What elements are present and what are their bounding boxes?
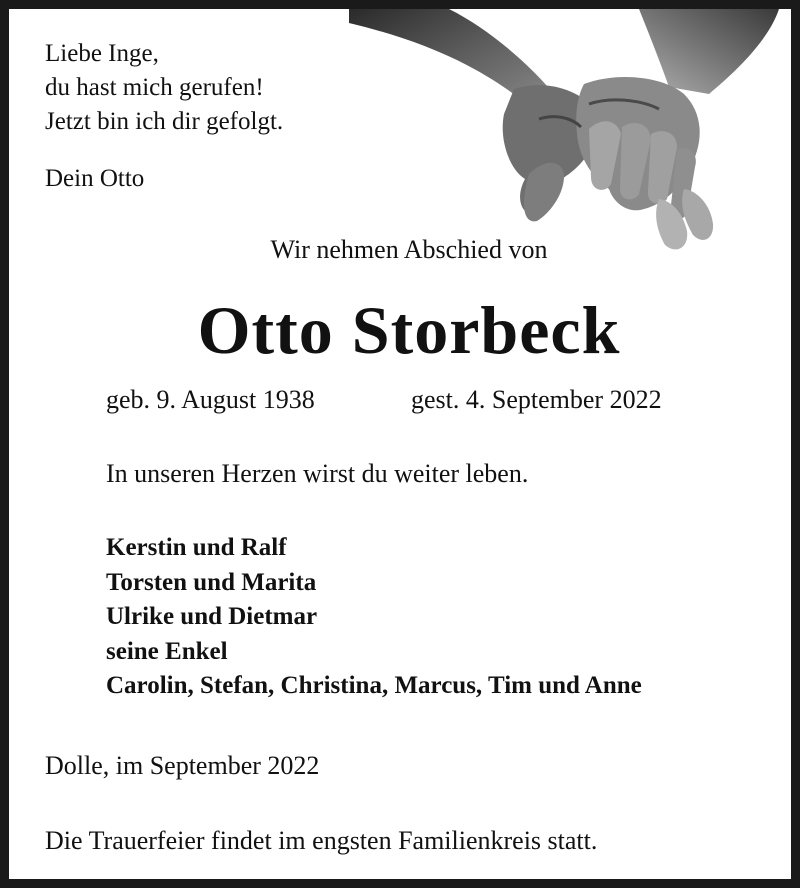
memorial-motto: In unseren Herzen wirst du weiter leben. (106, 459, 529, 488)
poem-signoff: Dein Otto (45, 165, 145, 192)
poem (45, 37, 283, 139)
mourners-list (106, 531, 642, 704)
poem-line: Liebe Inge, (45, 40, 159, 67)
poem-line: Jetzt bin ich dir gefolgt. (45, 108, 284, 135)
mourner-entry: Carolin, Stefan, Christina, Marcus, Tim und Anne (106, 672, 642, 700)
birth-date: geb. 9. August 1938 (106, 385, 315, 414)
poem-line: du hast mich gerufen! (45, 74, 264, 101)
holding-hands-icon (339, 9, 800, 269)
place-date: Dolle, im September 2022 (45, 751, 320, 780)
mourner-entry: Torsten und Marita (106, 568, 317, 596)
farewell-intro: Wir nehmen Abschied von (270, 235, 548, 264)
deceased-name: Otto Storbeck (197, 292, 621, 368)
mourner-entry: Kerstin und Ralf (106, 534, 287, 561)
death-date: gest. 4. September 2022 (411, 385, 662, 414)
mourner-entry: seine Enkel (106, 637, 228, 665)
ceremony-note: Die Trauerfeier findet im engsten Familienkreis statt. (45, 826, 598, 855)
mourner-entry: Ulrike und Dietmar (106, 603, 318, 631)
